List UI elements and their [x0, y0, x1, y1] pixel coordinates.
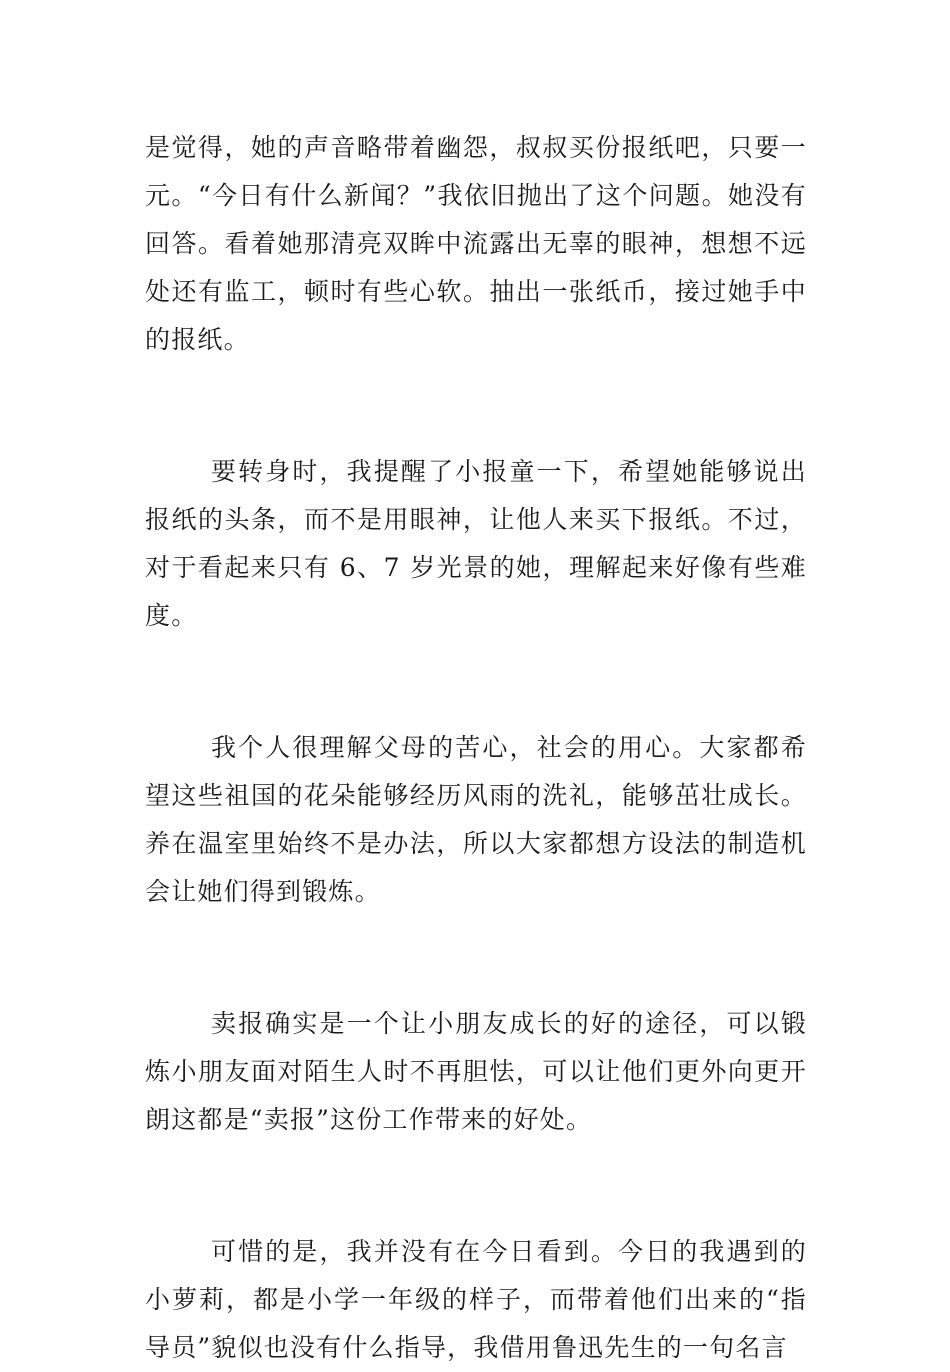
- paragraph-4: 卖报确实是一个让小朋友成长的好的途径，可以锻炼小朋友面对陌生人时不再胆怯，可以让他们更外向更开朗这都是“卖报”这份工作带来的好处。: [145, 1009, 807, 1134]
- paragraph-2: 要转身时，我提醒了小报童一下，希望她能够说出报纸的头条，而不是用眼神，让他人来买下报纸。不过，对于看起来只有 6、7 岁光景的她，理解起来好像有些难度。: [145, 457, 807, 630]
- document-body: [145, 124, 807, 1372]
- paragraph-3: 我个人很理解父母的苦心，社会的用心。大家都希望这些祖国的花朵能够经历风雨的洗礼，能够茁壮成长。养在温室里始终不是办法，所以大家都想方设法的制造机会让她们得到锻炼。: [145, 733, 807, 906]
- paragraph-1: 是觉得，她的声音略带着幽怨，叔叔买份报纸吧，只要一元。“今日有什么新闻？”我依旧抛出了这个问题。她没有回答。看着她那清亮双眸中流露出无辜的眼神，想想不远处还有监工，顿时有些心软。抽出一张纸币，接过她手中的报纸。: [145, 133, 807, 354]
- paragraph-5: 可惜的是，我并没有在今日看到。今日的我遇到的小萝莉，都是小学一年级的样子，而带着他们出来的“指导员”貌似也没有什么指导，我借用鲁迅先生的一句名言: [145, 1237, 807, 1362]
